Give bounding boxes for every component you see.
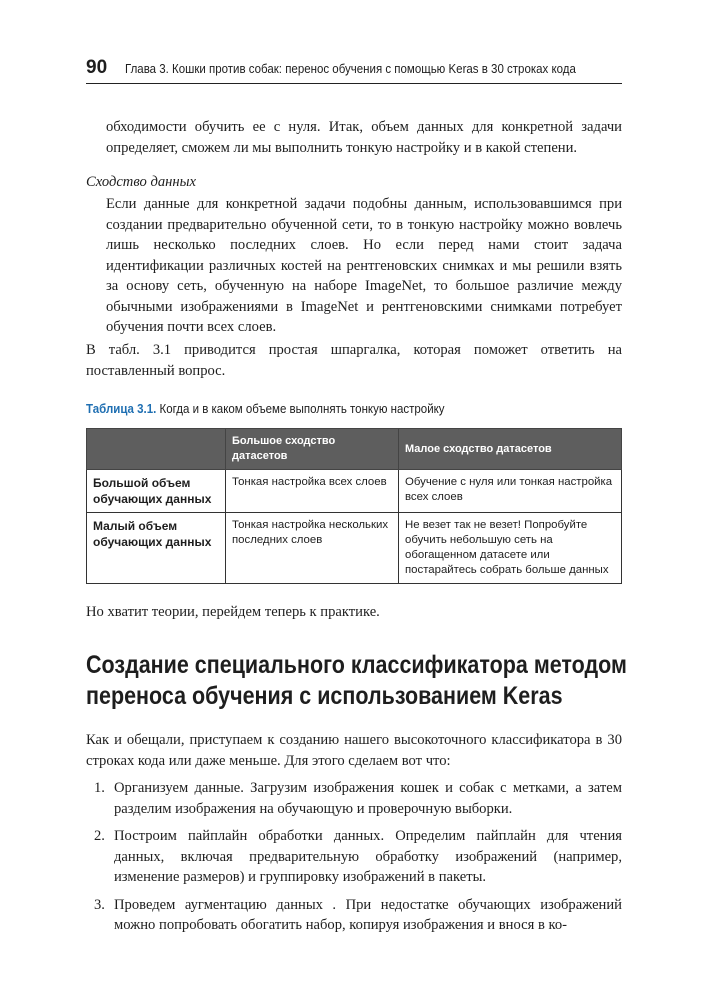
table-caption-label: Таблица 3.1. <box>86 402 157 416</box>
table-cell: Обучение с нуля или тонкая настройка всех слоев <box>399 470 622 513</box>
running-header <box>86 50 622 84</box>
section-title-line-1: Создание специального классификатора методом <box>86 651 627 679</box>
section-intro-paragraph: Как и обещали, приступаем к созданию нашего высокоточного классификатора в 30 строках кода или даже меньше. Для этого сделаем вот что: <box>86 732 622 769</box>
table-row-header: Большой объем обучающих данных <box>87 470 226 513</box>
list-item-text: Организуем данные. Загрузим изображения кошек и собак с метками, а затем разделим изображения на обучающую и проверочную выборки. <box>114 780 622 817</box>
list-item-number: 2. <box>94 828 105 844</box>
similarity-paragraph: Если данные для конкретной задачи подобны данным, использовавшимся при создании предварительно обученной сети, то в тонкую настройку можно вовлечь лишь несколько последних слоев. Но если перед нами стоит задача идентификации различных костей на рентгеновских снимках и мы решили взять за основу сеть, обученную на наборе ImageNet, то большое различие между обычными изображениями в ImageNet и рентгеновскими снимками потребует обучения почти всех слоев. <box>106 196 622 335</box>
table-row <box>87 470 622 513</box>
list-item-text: Проведем аугментацию данных . При недостатке обучающих изображений можно попробовать обогатить набор, копируя изображения и внося в ко- <box>114 896 622 933</box>
table-reference-paragraph: В табл. 3.1 приводится простая шпаргалка, которая поможет ответить на поставленный вопрос. <box>86 342 622 379</box>
list-item <box>86 895 622 936</box>
list-item-text: Построим пайплайн обработки данных. Определим пайплайн для чтения данных, включая предварительную обработку изображений (например, изменение размеров) и группировку изображений в пакеты. <box>114 828 622 885</box>
intro-paragraph: обходимости обучить ее с нуля. Итак, объем данных для конкретной задачи определяет, сможем ли мы выполнить тонкую настройку и в какой степени. <box>106 119 622 156</box>
page-number: 90 <box>86 57 108 78</box>
table-row <box>87 513 622 584</box>
table-cell: Не везет так не везет! Попробуйте обучить небольшую сеть на обогащенном датасете или постарайтесь собрать больше данных <box>399 513 622 584</box>
steps-list <box>86 778 622 943</box>
table-cell: Тонкая настройка всех слоев <box>226 470 399 513</box>
table-header-cell <box>87 429 226 470</box>
section-title-line-2: переноса обучения с использованием Keras <box>86 682 563 710</box>
fine-tuning-table <box>86 428 622 584</box>
similarity-heading: Сходство данных <box>86 174 196 190</box>
chapter-title: Глава 3. Кошки против собак: перенос обучения с помощью Keras в 30 строках кода <box>125 62 577 76</box>
table-caption <box>86 402 445 416</box>
list-item-number: 1. <box>94 780 105 796</box>
table-header-row <box>87 429 622 470</box>
table-cell: Тонкая настройка нескольких последних слоев <box>226 513 399 584</box>
table-header-cell: Малое сходство датасетов <box>399 429 622 470</box>
list-item-number: 3. <box>94 896 105 913</box>
practice-paragraph: Но хватит теории, перейдем теперь к практике. <box>86 604 380 620</box>
section-title <box>86 650 627 712</box>
table-header-cell: Большое сходство датасетов <box>226 429 399 470</box>
list-item <box>86 778 622 819</box>
table-caption-text: Когда и в каком объеме выполнять тонкую настройку <box>159 402 445 416</box>
list-item <box>86 826 622 888</box>
table-row-header: Малый объем обучающих данных <box>87 513 226 584</box>
